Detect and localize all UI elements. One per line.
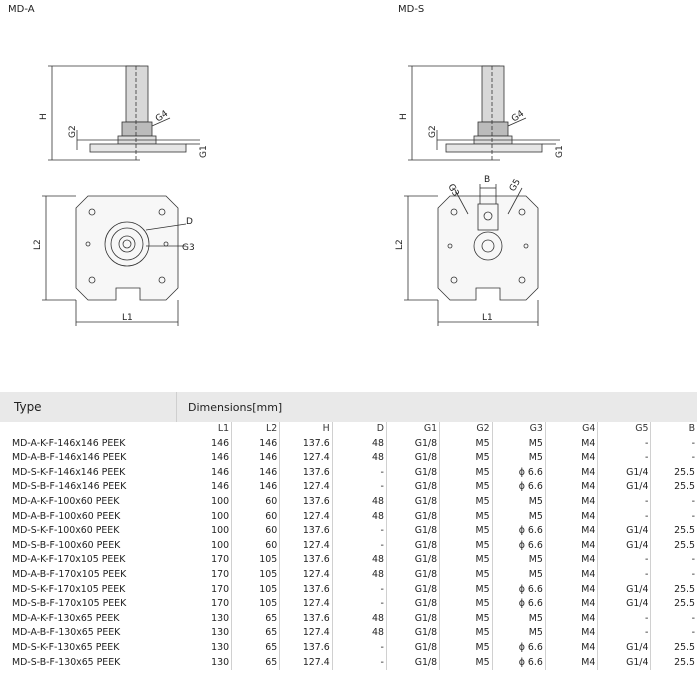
cell-type: MD-S-B-F-146x146 PEEK [12,481,127,493]
cell-g4: M4 [545,466,598,481]
cell-g5: G1/4 [598,466,651,481]
cell-g5: - [598,437,651,452]
cell-g3: ɸ 6.6 [492,597,545,612]
column-header-h: H [280,422,332,437]
table-row [0,466,697,481]
table-row [0,524,697,539]
cell-l1: 146 [195,466,231,481]
cell-type: MD-S-K-F-146x146 PEEK [12,466,126,478]
cell-g4: M4 [545,656,598,671]
cell-d: - [332,539,386,554]
cell-g3: M5 [492,451,545,466]
cell-d: 48 [332,437,386,452]
cell-l1: 170 [195,597,231,612]
cell-g5: G1/4 [598,656,651,671]
cell-g1: G1/8 [386,626,439,641]
cell-g3: M5 [492,553,545,568]
md-a-top-view [33,190,206,330]
cell-g4: M4 [545,553,598,568]
cell-g5: - [598,510,651,525]
cell-h: 127.4 [280,568,332,583]
label-h-s: H [399,113,409,120]
cell-g2: M5 [440,539,493,554]
header-separator [176,392,177,425]
cell-g3: ɸ 6.6 [492,480,545,495]
label-g3-s: G3 [445,182,461,199]
label-l2-a: L2 [33,239,43,250]
cell-l1: 100 [195,495,231,510]
cell-l1: 146 [195,451,231,466]
cell-g4: M4 [545,641,598,656]
cell-g1: G1/8 [386,437,439,452]
cell-l1: 100 [195,524,231,539]
cell-g4: M4 [545,437,598,452]
table-row [0,583,697,598]
cell-g3: M5 [492,495,545,510]
cell-type: MD-A-B-F-146x146 PEEK [12,452,127,464]
cell-d: 48 [332,451,386,466]
cell-g4: M4 [545,480,598,495]
cell-g4: M4 [545,510,598,525]
cell-g3: ɸ 6.6 [492,524,545,539]
label-g2-a: G2 [68,125,78,138]
cell-d: 48 [332,553,386,568]
cell-g2: M5 [440,510,493,525]
cell-g1: G1/8 [386,539,439,554]
cell-h: 127.4 [280,597,332,612]
cell-type: MD-S-B-F-130x65 PEEK [12,656,121,668]
column-header-l2: L2 [232,422,280,437]
cell-type: MD-A-K-F-100x60 PEEK [12,495,120,507]
cell-g5: - [598,626,651,641]
cell-type: MD-A-K-F-146x146 PEEK [12,437,126,449]
label-g4-a: G4 [153,108,171,125]
cell-g4: M4 [545,612,598,627]
cell-l1: 130 [195,612,231,627]
cell-l2: 65 [232,626,280,641]
cell-l2: 105 [232,597,280,612]
cell-g4: M4 [545,626,598,641]
cell-g1: G1/8 [386,495,439,510]
cell-g5: G1/4 [598,641,651,656]
cell-g3: ɸ 6.6 [492,641,545,656]
label-md-s: MD-S [398,4,425,15]
table-header-band [0,392,697,425]
cell-g3: M5 [492,437,545,452]
cell-d: - [332,583,386,598]
cell-l2: 60 [232,495,280,510]
cell-l1: 130 [195,656,231,671]
cell-g1: G1/8 [386,466,439,481]
cell-type: MD-A-B-F-130x65 PEEK [12,627,121,639]
cell-g2: M5 [440,597,493,612]
cell-g3: ɸ 6.6 [492,583,545,598]
cell-g2: M5 [440,626,493,641]
cell-g1: G1/8 [386,480,439,495]
table-row [0,553,697,568]
table-row [0,568,697,583]
cell-g3: M5 [492,568,545,583]
cell-g4: M4 [545,539,598,554]
cell-l1: 130 [195,641,231,656]
cell-type: MD-A-B-F-170x105 PEEK [12,568,127,580]
cell-b: - [691,495,695,507]
cell-b: 25.5 [674,598,695,610]
cell-g5: G1/4 [598,480,651,495]
cell-l1: 170 [195,583,231,598]
cell-g3: M5 [492,612,545,627]
cell-h: 137.6 [280,612,332,627]
cell-l1: 146 [195,480,231,495]
column-header-row [0,422,697,437]
md-s-side-view [400,60,580,170]
cell-type: MD-S-B-F-100x60 PEEK [12,539,121,551]
table-row [0,612,697,627]
cell-l1: 170 [195,568,231,583]
cell-g2: M5 [440,583,493,598]
cell-h: 127.4 [280,626,332,641]
label-g4-s: G4 [509,108,527,125]
table-row [0,626,697,641]
cell-g2: M5 [440,612,493,627]
label-l2-s: L2 [395,239,405,250]
cell-b: - [691,437,695,449]
label-l1-s: L1 [482,313,493,323]
cell-g2: M5 [440,641,493,656]
table-row [0,437,697,452]
cell-g2: M5 [440,553,493,568]
cell-g1: G1/8 [386,510,439,525]
cell-g5: G1/4 [598,583,651,598]
table-row [0,510,697,525]
cell-g3: M5 [492,510,545,525]
cell-l2: 60 [232,524,280,539]
table-row [0,656,697,671]
cell-g5: - [598,495,651,510]
cell-h: 127.4 [280,480,332,495]
cell-d: 48 [332,612,386,627]
cell-b: - [691,612,695,624]
cell-type: MD-A-K-F-170x105 PEEK [12,554,126,566]
cell-g1: G1/8 [386,568,439,583]
cell-g3: ɸ 6.6 [492,466,545,481]
label-g2-s: G2 [428,125,438,138]
type-header: Type [14,400,42,414]
cell-l2: 60 [232,510,280,525]
cell-l1: 146 [195,437,231,452]
cell-l2: 65 [232,612,280,627]
cell-g5: - [598,553,651,568]
cell-d: - [332,524,386,539]
cell-g4: M4 [545,451,598,466]
cell-d: - [332,641,386,656]
cell-g5: - [598,612,651,627]
cell-d: 48 [332,495,386,510]
cell-g1: G1/8 [386,612,439,627]
cell-g1: G1/8 [386,553,439,568]
md-s-top-view [395,170,568,330]
cell-g5: G1/4 [598,597,651,612]
label-d-a: D [186,217,193,227]
label-l1-a: L1 [122,313,133,323]
label-h-a: H [39,113,49,120]
cell-type: MD-A-K-F-130x65 PEEK [12,612,120,624]
cell-g1: G1/8 [386,597,439,612]
cell-l2: 65 [232,656,280,671]
cell-l2: 105 [232,568,280,583]
cell-g1: G1/8 [386,656,439,671]
cell-l1: 100 [195,510,231,525]
cell-d: - [332,597,386,612]
cell-l2: 65 [232,641,280,656]
table-row [0,539,697,554]
column-header-g1: G1 [386,422,439,437]
cell-h: 127.4 [280,656,332,671]
cell-g4: M4 [545,597,598,612]
dimensions-grid [0,422,697,670]
column-header-type-empty [0,422,195,437]
cell-g1: G1/8 [386,451,439,466]
label-g1-s: G1 [555,145,565,158]
column-header-g3: G3 [492,422,545,437]
cell-d: - [332,656,386,671]
cell-b: - [691,627,695,639]
label-g1-a: G1 [199,145,209,158]
cell-g4: M4 [545,583,598,598]
cell-d: - [332,480,386,495]
cell-type: MD-S-B-F-170x105 PEEK [12,598,127,610]
cell-b: 25.5 [674,656,695,668]
md-a-side-view [40,60,220,170]
cell-g5: G1/4 [598,539,651,554]
cell-d: - [332,466,386,481]
cell-g3: ɸ 6.6 [492,656,545,671]
cell-g2: M5 [440,437,493,452]
label-md-a: MD-A [8,4,35,15]
cell-g4: M4 [545,524,598,539]
cell-type: MD-A-B-F-100x60 PEEK [12,510,121,522]
cell-type: MD-S-K-F-130x65 PEEK [12,641,120,653]
cell-g3: M5 [492,626,545,641]
cell-l1: 100 [195,539,231,554]
cell-l2: 105 [232,553,280,568]
cell-h: 137.6 [280,466,332,481]
table-row [0,641,697,656]
cell-g1: G1/8 [386,641,439,656]
cell-h: 137.6 [280,495,332,510]
cell-g4: M4 [545,495,598,510]
cell-l2: 146 [232,480,280,495]
table-row [0,451,697,466]
cell-b: 25.5 [674,466,695,478]
cell-g2: M5 [440,495,493,510]
cell-g2: M5 [440,568,493,583]
cell-h: 127.4 [280,510,332,525]
column-header-g4: G4 [545,422,598,437]
cell-g4: M4 [545,568,598,583]
cell-g5: G1/4 [598,524,651,539]
cell-d: 48 [332,626,386,641]
cell-g3: ɸ 6.6 [492,539,545,554]
cell-g1: G1/8 [386,524,439,539]
cell-l1: 130 [195,626,231,641]
label-g3-a: G3 [182,243,195,253]
cell-h: 137.6 [280,641,332,656]
table-row [0,495,697,510]
cell-g2: M5 [440,451,493,466]
column-header-g5: G5 [598,422,651,437]
cell-l1: 170 [195,553,231,568]
cell-b: - [691,554,695,566]
cell-l2: 146 [232,437,280,452]
cell-g5: - [598,451,651,466]
cell-h: 137.6 [280,437,332,452]
cell-l2: 60 [232,539,280,554]
cell-g2: M5 [440,656,493,671]
cell-b: 25.5 [674,481,695,493]
cell-d: 48 [332,568,386,583]
cell-l2: 105 [232,583,280,598]
cell-b: 25.5 [674,583,695,595]
table-row [0,597,697,612]
cell-type: MD-S-K-F-170x105 PEEK [12,583,126,595]
dimensions-header: Dimensions[mm] [188,401,283,414]
cell-h: 137.6 [280,583,332,598]
cell-h: 137.6 [280,524,332,539]
cell-g1: G1/8 [386,583,439,598]
column-header-b: B [651,422,697,437]
cell-h: 127.4 [280,539,332,554]
cell-b: - [691,568,695,580]
column-header-g2: G2 [440,422,493,437]
label-g5-s: G5 [507,177,523,194]
label-b-s: B [484,175,491,185]
table-row [0,480,697,495]
cell-b: - [691,510,695,522]
cell-h: 137.6 [280,553,332,568]
cell-b: - [691,452,695,464]
cell-g2: M5 [440,466,493,481]
column-header-d: D [332,422,386,437]
cell-g2: M5 [440,524,493,539]
cell-g2: M5 [440,480,493,495]
cell-h: 127.4 [280,451,332,466]
cell-b: 25.5 [674,525,695,537]
cell-b: 25.5 [674,539,695,551]
cell-l2: 146 [232,466,280,481]
cell-d: 48 [332,510,386,525]
cell-b: 25.5 [674,641,695,653]
cell-l2: 146 [232,451,280,466]
column-header-l1: L1 [195,422,231,437]
cell-g5: - [598,568,651,583]
cell-type: MD-S-K-F-100x60 PEEK [12,525,120,537]
